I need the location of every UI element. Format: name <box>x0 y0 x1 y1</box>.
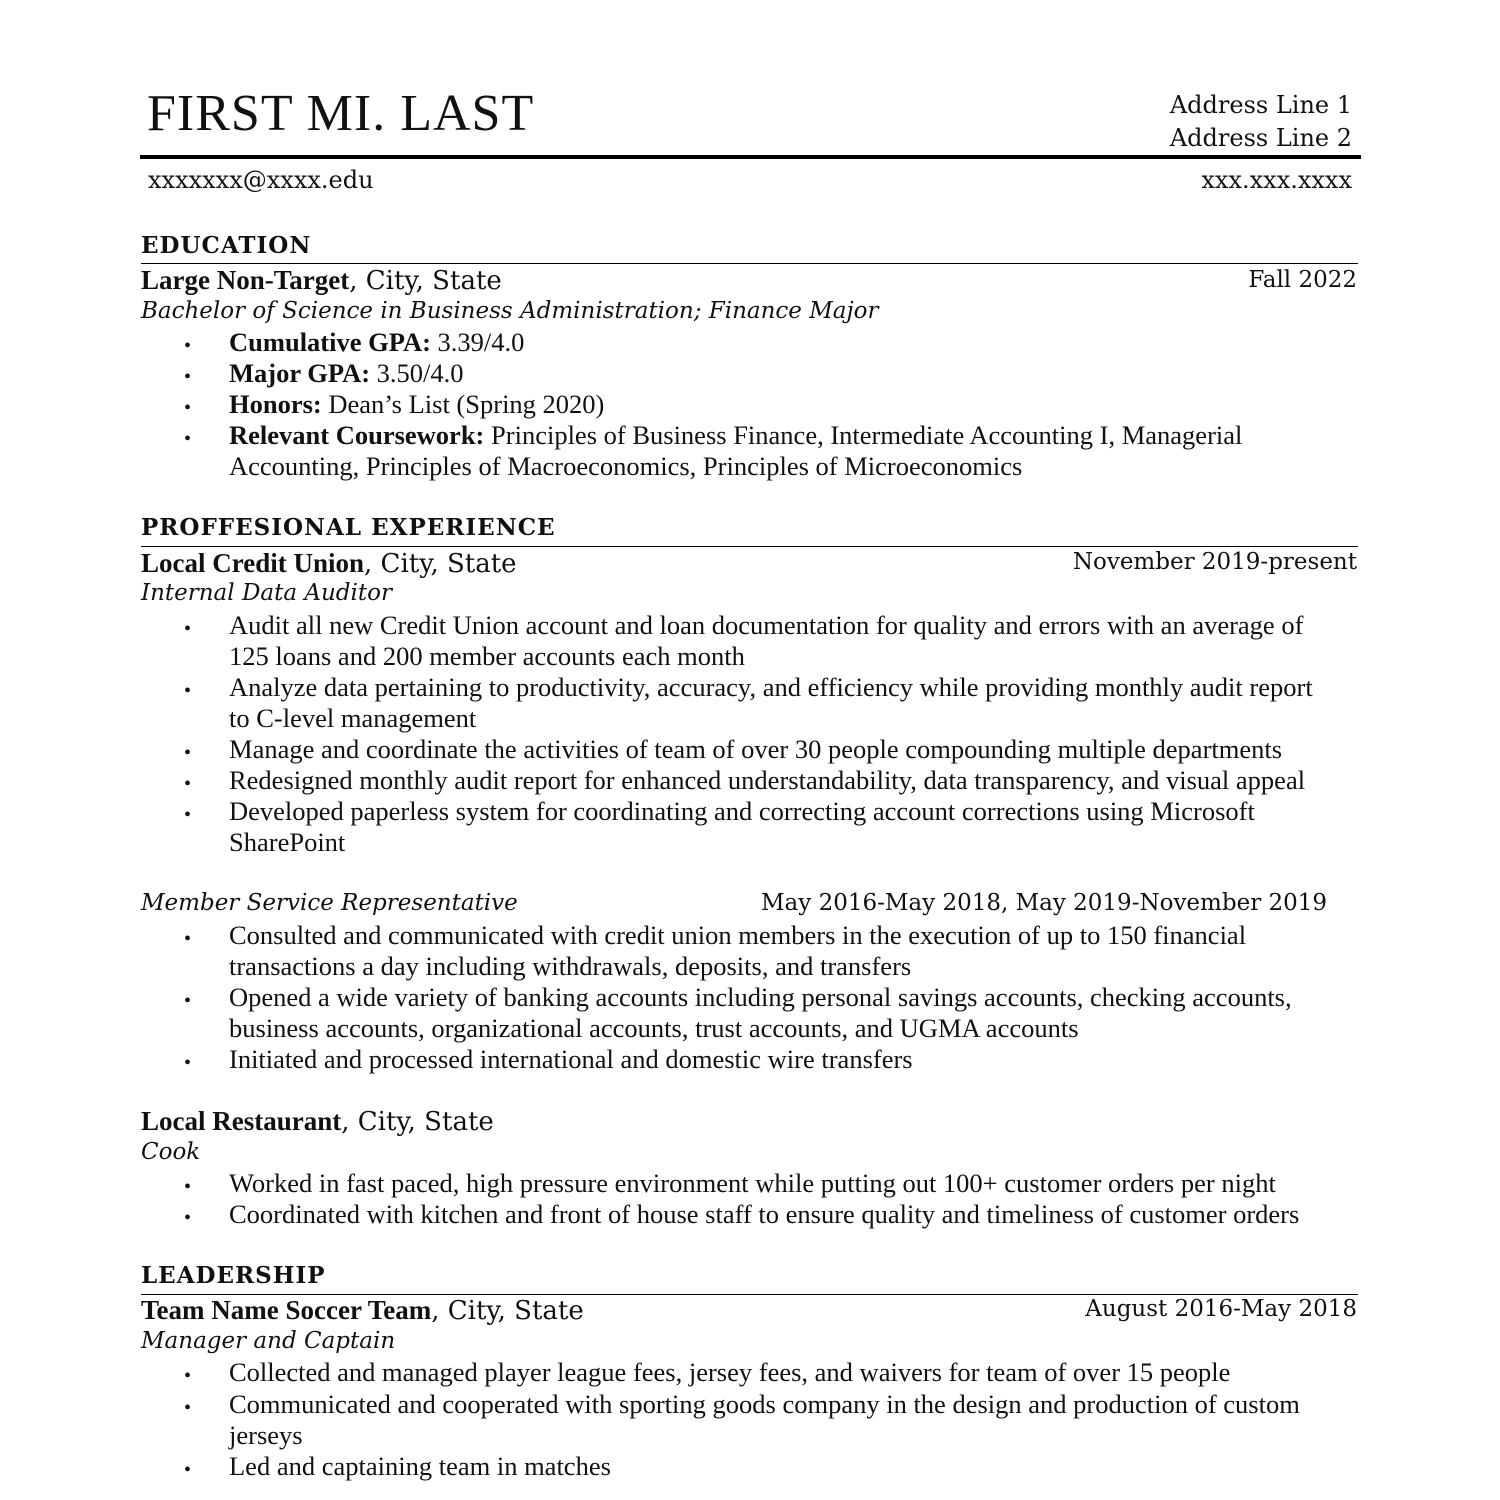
list-item: Audit all new Credit Union account and loan documentation for quality and errors with an average of <box>229 610 1304 640</box>
bullet-icon: • <box>184 618 192 640</box>
job-role: Member Service Representative <box>141 890 518 916</box>
section-title-experience: PROFFESIONAL EXPERIENCE <box>141 514 556 541</box>
list-item-continuation: business accounts, organizational accounts, trust accounts, and UGMA accounts <box>229 1013 1079 1043</box>
bullet-icon: • <box>184 428 192 450</box>
phone: xxx.xxx.xxxx <box>1201 166 1352 194</box>
bullet-icon: • <box>184 366 192 388</box>
list-item-continuation: to C-level management <box>229 703 477 733</box>
list-item: Coordinated with kitchen and front of house staff to ensure quality and timeliness of customer orders <box>229 1199 1300 1229</box>
school-name: Large Non-Target <box>141 265 350 295</box>
job-date: May 2016-May 2018, May 2019-November 2019 <box>761 890 1328 916</box>
list-item: Cumulative GPA: 3.39/4.0 <box>229 327 525 357</box>
list-item: Developed paperless system for coordinating and correcting account corrections using Microsoft <box>229 796 1255 826</box>
header-divider <box>140 155 1361 159</box>
job-role: Cook <box>141 1139 201 1165</box>
degree: Bachelor of Science in Business Administration; Finance Major <box>141 298 879 324</box>
job-org: Local Credit Union, City, State <box>141 548 517 579</box>
bullet-icon: • <box>184 1207 192 1229</box>
list-item: Collected and managed player league fees, jersey fees, and waivers for team of over 15 people <box>229 1357 1231 1387</box>
bullet-icon: • <box>184 928 192 950</box>
bullet-icon: • <box>184 1397 192 1419</box>
job-date: November 2019-present <box>1072 549 1357 575</box>
address-line-2: Address Line 2 <box>1169 124 1352 152</box>
resume-name: FIRST MI. LAST <box>147 85 535 142</box>
bullet-icon: • <box>184 990 192 1012</box>
education-school <box>141 267 502 294</box>
bullet-icon: • <box>184 335 192 357</box>
bullet-icon: • <box>184 1052 192 1074</box>
list-item: Relevant Coursework: Principles of Business Finance, Intermediate Accounting I, Managerial <box>229 420 1243 450</box>
section-divider <box>141 546 1358 547</box>
list-item-continuation: transactions a day including withdrawals, deposits, and transfers <box>229 951 912 981</box>
list-item: Worked in fast paced, high pressure environment while putting out 100+ customer orders per night <box>229 1168 1276 1198</box>
school-location: , City, State <box>349 266 502 296</box>
bullet-icon: • <box>184 1176 192 1198</box>
list-item: Initiated and processed international and domestic wire transfers <box>229 1044 913 1074</box>
bullet-icon: • <box>184 397 192 419</box>
bullet-icon: • <box>184 680 192 702</box>
leadership-date: August 2016-May 2018 <box>1085 1296 1357 1322</box>
email: xxxxxxx@xxxx.edu <box>148 166 374 194</box>
list-item: Redesigned monthly audit report for enhanced understandability, data transparency, and visual appeal <box>229 765 1306 795</box>
bullet-icon: • <box>184 1365 192 1387</box>
list-item-continuation: jerseys <box>229 1420 303 1450</box>
list-item-continuation: 125 loans and 200 member accounts each month <box>229 641 745 671</box>
leadership-role: Manager and Captain <box>141 1328 396 1354</box>
list-item: Honors: Dean’s List (Spring 2020) <box>229 389 605 419</box>
address-line-1: Address Line 1 <box>1169 91 1352 119</box>
bullet-icon: • <box>184 742 192 764</box>
section-divider <box>141 263 1358 264</box>
job-org: Local Restaurant, City, State <box>141 1106 494 1137</box>
leadership-org: Team Name Soccer Team, City, State <box>141 1295 584 1326</box>
bullet-icon: • <box>184 1459 192 1481</box>
bullet-icon: • <box>184 773 192 795</box>
list-item: Led and captaining team in matches <box>229 1451 611 1481</box>
list-item-continuation: SharePoint <box>229 827 346 857</box>
section-title-education: EDUCATION <box>141 232 312 259</box>
list-item: Consulted and communicated with credit union members in the execution of up to 150 financial <box>229 920 1247 950</box>
section-title-leadership: LEADERSHIP <box>141 1262 326 1289</box>
list-item: Analyze data pertaining to productivity, accuracy, and efficiency while providing monthly audit report <box>229 672 1313 702</box>
education-date: Fall 2022 <box>1248 267 1357 293</box>
list-item: Major GPA: 3.50/4.0 <box>229 358 464 388</box>
list-item: Opened a wide variety of banking accounts including personal savings accounts, checking accounts, <box>229 982 1292 1012</box>
list-item: Communicated and cooperated with sporting goods company in the design and production of custom <box>229 1389 1300 1419</box>
bullet-icon: • <box>184 804 192 826</box>
job-role: Internal Data Auditor <box>141 580 392 606</box>
list-item: Manage and coordinate the activities of team of over 30 people compounding multiple departments <box>229 734 1283 764</box>
list-item-continuation: Accounting, Principles of Macroeconomics, Principles of Microeconomics <box>229 451 1023 481</box>
